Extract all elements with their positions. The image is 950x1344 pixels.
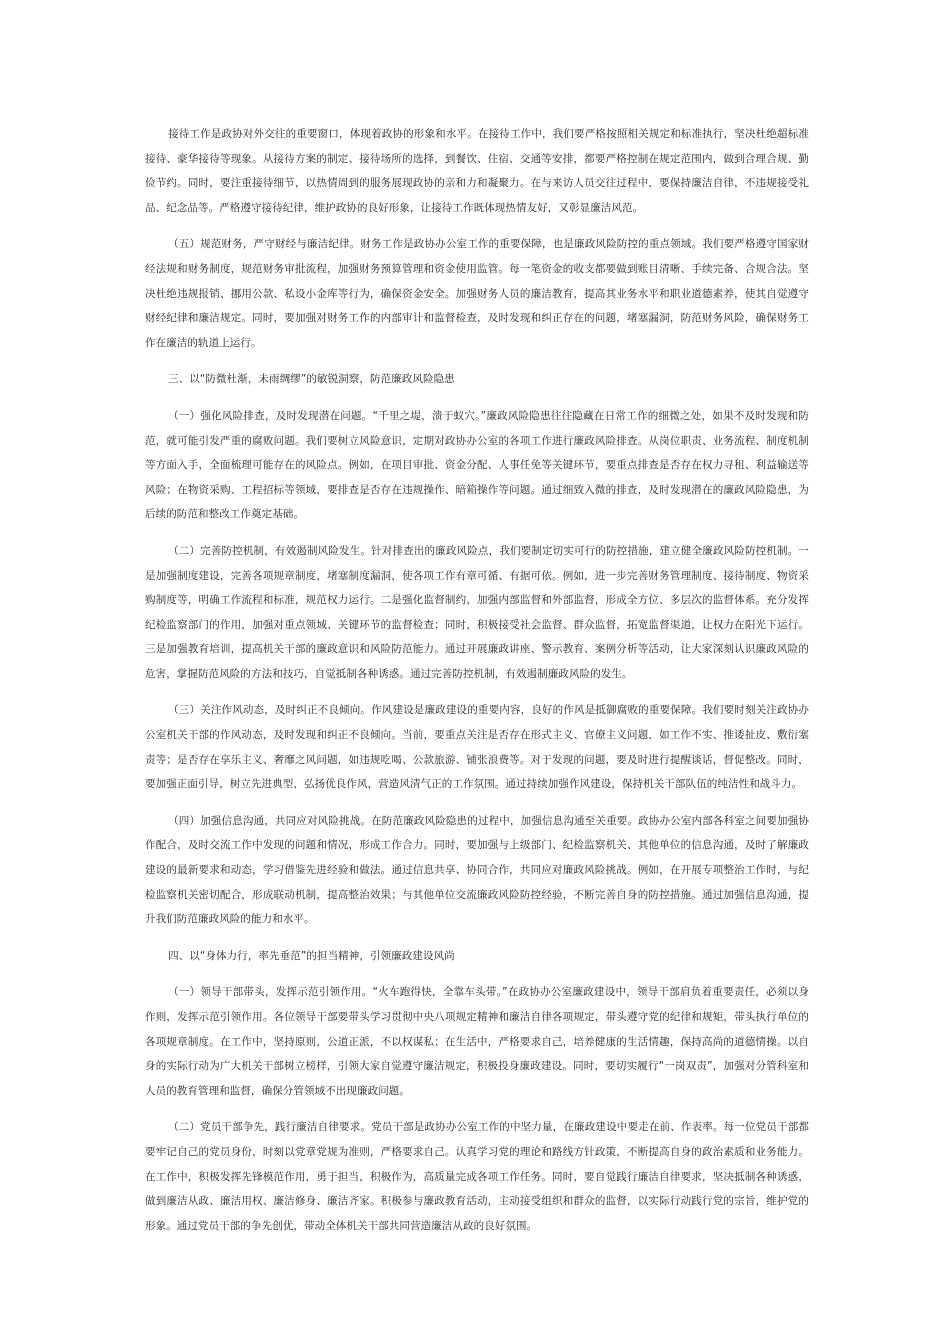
paragraph-finance-rules: （五）规范财务，严守财经与廉洁纪律。财务工作是政协办公室工作的重要保障，也是廉政风险防控的重点领域。我们要严格遵守国家财经法规和财务制度，规范财务审批流程，加强财务预算管理和资金使用监管。每一笔资金的收支都要做到账目清晰、手续完备、合规合法。坚决杜绝违规报销、挪用公款、私设小金库等行为，确保资金安全。加强财务人员的廉洁教育，提高其业务水平和职业道德素养，使其自觉遵守财经纪律和廉洁规定。同时，要加强对财务工作的内部审计和监督检查，及时发现和纠正存在的问题，堵塞漏洞，防范财务风险，确保财务工作在廉洁的轨道上运行。 (145, 238, 809, 349)
paragraph-party-members: （二）党员干部争先，践行廉洁自律要求。党员干部是政协办公室工作的中坚力量，在廉政建设中要走在前、作表率。每一位党员干部都要牢记自己的党员身份，时刻以党章党规为准则，严格要求自己。认真学习党的理论和路线方针政策，不断提高自身的政治素质和业务能力。在工作中，积极发挥先锋模范作用，勇于担当，积极作为，高质量完成各项工作任务。同时，要自觉践行廉洁自律要求，坚决抵制各种诱惑，做到廉洁从政、廉洁用权、廉洁修身、廉洁齐家。积极参与廉政教育活动，主动接受组织和群众的监督，以实际行动践行党的宗旨，维护党的形象。通过党员干部的争先创优，带动全体机关干部共同营造廉洁从政的良好氛围。 (145, 1121, 809, 1232)
paragraph-work-style: （三）关注作风动态，及时纠正不良倾向。作风建设是廉政建设的重要内容，良好的作风是抵御腐败的重要保障。我们要时刻关注政协办公室机关干部的作风动态，及时发现和纠正不良倾向。当前，要重点关注是否存在形式主义、官僚主义问题，如工作不实、推诿扯皮、敷衍塞责等；是否存在享乐主义、奢靡之风问题，如违规吃喝、公款旅游、铺张浪费等。对于发现的问题，要及时进行提醒谈话，督促整改。同时，要加强正面引导，树立先进典型，弘扬优良作风，营造风清气正的工作氛围。通过持续加强作风建设，保持机关干部队伍的纯洁性和战斗力。 (145, 704, 809, 791)
section-heading-3: 三、以“防微杜渐，未雨绸缪”的敏锐洞察，防范廉政风险隐患 (168, 373, 455, 386)
paragraph-communication: （四）加强信息沟通，共同应对风险挑战。在防范廉政风险隐患的过程中，加强信息沟通至关重要。政协办公室内部各科室之间要加强协作配合，及时交流工作中发现的问题和情况，形成工作合力。同时，要加强与上级部门、纪检监察机关、其他单位的信息沟通，及时了解廉政建设的最新要求和动态，学习借鉴先进经验和做法。通过信息共享、协同合作，共同应对廉政风险挑战。例如，在开展专项整治工作时，与纪检监察机关密切配合，形成联动机制，提高整治效果；与其他单位交流廉政风险防控经验，不断完善自身的防控措施。通过加强信息沟通，提升我们防范廉政风险的能力和水平。 (145, 814, 809, 926)
section-heading-4: 四、以“身体力行，率先垂范”的担当精神，引领廉政建设风尚 (168, 949, 455, 962)
paragraph-reception-work: 接待工作是政协对外交往的重要窗口，体现着政协的形象和水平。在接待工作中，我们要严格按照相关规定和标准执行，坚决杜绝超标准接待、豪华接待等现象。从接待方案的制定、接待场所的选择，到餐饮、住宿、交通等安排，都要严格控制在规定范围内，做到合理合规、勤俭节约。同时，要注重接待细节，以热情周到的服务展现政协的亲和力和凝聚力。在与来访人员交往过程中，要保持廉洁自律，不违规接受礼品、纪念品等。严格遵守接待纪律，维护政协的良好形象，让接待工作既体现热情友好，又彰显廉洁风范。 (145, 128, 809, 214)
document-body (145, 122, 809, 1238)
paragraph-risk-screening: （一）强化风险排查，及时发现潜在问题。“千里之堤，溃于蚁穴。”廉政风险隐患往往隐藏在日常工作的细微之处，如果不及时发现和防范，就可能引发严重的腐败问题。我们要树立风险意识，定期对政协办公室的各项工作进行廉政风险排查。从岗位职责、业务流程、制度机制等方面入手，全面梳理可能存在的风险点。例如，在项目审批、资金分配、人事任免等关键环节，要重点排查是否存在权力寻租、利益输送等风险；在物资采购、工程招标等领域，要排查是否存在违规操作、暗箱操作等问题。通过细致入微的排查，及时发现潜在的廉政风险隐患，为后续的防范和整改工作奠定基础。 (145, 409, 809, 521)
paragraph-leaders-example: （一）领导干部带头，发挥示范引领作用。“火车跑得快，全靠车头带。”在政协办公室廉政建设中，领导干部肩负着重要责任，必须以身作则，发挥示范引领作用。各位领导干部要带头学习贯彻中央八项规定精神和廉洁自律各项规定，带头遵守党的纪律和规矩，带头执行单位的各项规章制度。在工作中，坚持原则，公道正派，不以权谋私；在生活中，严格要求自己，培养健康的生活情趣，保持高尚的道德情操。以自身的实际行动为广大机关干部树立榜样，引领大家自觉遵守廉洁规定，积极投身廉政建设。同时，要切实履行“一岗双责”，加强对分管科室和人员的教育管理和监督，确保分管领域不出现廉政问题。 (145, 986, 809, 1097)
paragraph-prevention-mechanism: （二）完善防控机制，有效遏制风险发生。针对排查出的廉政风险点，我们要制定切实可行的防控措施，建立健全廉政风险防控机制。一是加强制度建设，完善各项规章制度，堵塞制度漏洞，使各项工作有章可循、有据可依。例如，进一步完善财务管理制度、接待制度、物资采购制度等，明确工作流程和标准，规范权力运行。二是强化监督制约，加强内部监督和外部监督，形成全方位、多层次的监督体系。充分发挥纪检监察部门的作用，加强对重点领域、关键环节的监督检查；同时，积极接受社会监督、群众监督，拓宽监督渠道，让权力在阳光下运行。三是加强教育培训，提高机关干部的廉政意识和风险防范能力。通过开展廉政讲座、警示教育、案例分析等活动，让大家深刻认识廉政风险的危害，掌握防范风险的方法和技巧，自觉抵制各种诱惑。通过完善防控机制，有效遏制廉政风险的发生。 (145, 544, 809, 680)
